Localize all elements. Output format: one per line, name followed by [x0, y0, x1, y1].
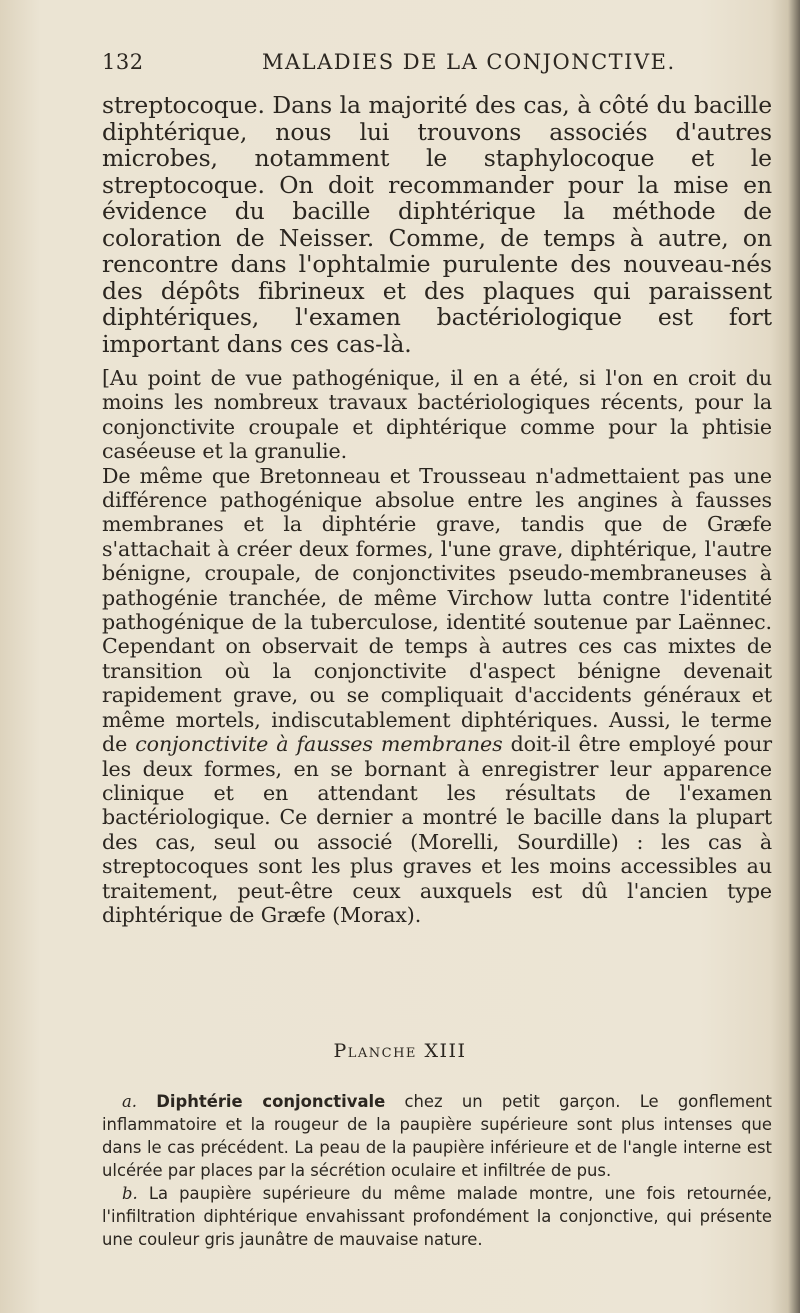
- paragraph-3-part-2: doit-il être employé pour les deux formes, en se bornant à enregistrer leur apparence clinique et en attendant les résultats de l'examen bactériologique. Ce dernier a montré le bacille dans la plupart des cas, seul ou associé (Morelli, Sourdille) : les cas à streptocoques sont les plus graves et les moins accessibles au traitement, peut-être ceux auxquels est dû l'ancien type diphtérique de Græfe (Morax).: [102, 732, 772, 927]
- paragraph-3-italic-term: conjonctivite à fausses membranes: [135, 732, 503, 757]
- page-number: 132: [102, 50, 144, 74]
- paragraph-3-part-1: De même que Bretonneau et Trousseau n'admettaient pas une différence pathogénique absolue entre les angines à fausses membranes et la diphtérie grave, tandis que de Græfe s'attachait à créer deux formes, l'une grave, diphtérique, l'autre bénigne, croupale, de conjonctivites pseudo-membraneuses à pathogénie tranchée, de même Virchow lutta contre l'identité pathogénique de la tuberculose, identité soutenue par Laënnec. Cependant on observait de temps à autres ces cas mixtes de transition où la conjonctivite d'aspect bénigne devenait rapidement grave, ou se compliquait d'accidents généraux et même mortels, indiscutablement diphtériques. Aussi, le terme de: [102, 463, 772, 757]
- caption-item-b-text: La paupière supérieure du même malade montre, une fois retournée, l'infiltration diphtérique envahissant profondément la conjonctive, qui présente une couleur gris jaunâtre de mauvaise nature.: [102, 1184, 772, 1249]
- caption-item-a-letter: a.: [122, 1092, 137, 1111]
- caption-item-b: [102, 1182, 772, 1251]
- plate-caption: [102, 1090, 772, 1251]
- paragraph-3: [102, 464, 772, 928]
- body-paragraph-1: [102, 92, 772, 357]
- caption-item-a-text: chez un petit garçon. Le gonflement inflammatoire et la rougeur de la paupière supérieure sont plus intenses que dans le cas précédent. La peau de la paupière inférieure et de l'angle interne est ulcérée par places par la sécrétion oculaire et infiltrée de pus.: [102, 1092, 772, 1180]
- paragraph-2: [Au point de vue pathogénique, il en a été, si l'on en croit du moins les nombreux travaux bactériologiques récents, pour la conjonctivite croupale et diphtérique comme pour la phtisie caséeuse et la granulie.: [102, 366, 772, 464]
- body-section-pathogenic: [102, 366, 772, 927]
- caption-item-a: [102, 1090, 772, 1182]
- page-header: [102, 50, 770, 80]
- running-title: MALADIES DE LA CONJONCTIVE.: [262, 50, 676, 74]
- caption-item-b-letter: b.: [122, 1184, 138, 1203]
- paragraph-text: streptocoque. Dans la majorité des cas, à côté du bacille diphtérique, nous lui trouvons associés d'autres microbes, notamment le staphylocoque et le streptocoque. On doit recommander pour la mise en évidence du bacille diphtérique la méthode de coloration de Neisser. Comme, de temps à autre, on rencontre dans l'ophtalmie purulente des nouveau-nés des dépôts fibrineux et des plaques qui paraissent diphtériques, l'examen bactériologique est fort important dans ces cas-là.: [102, 91, 772, 358]
- plate-heading: Planche XIII: [333, 1040, 467, 1062]
- caption-item-a-title: Diphtérie conjonctivale: [156, 1092, 386, 1111]
